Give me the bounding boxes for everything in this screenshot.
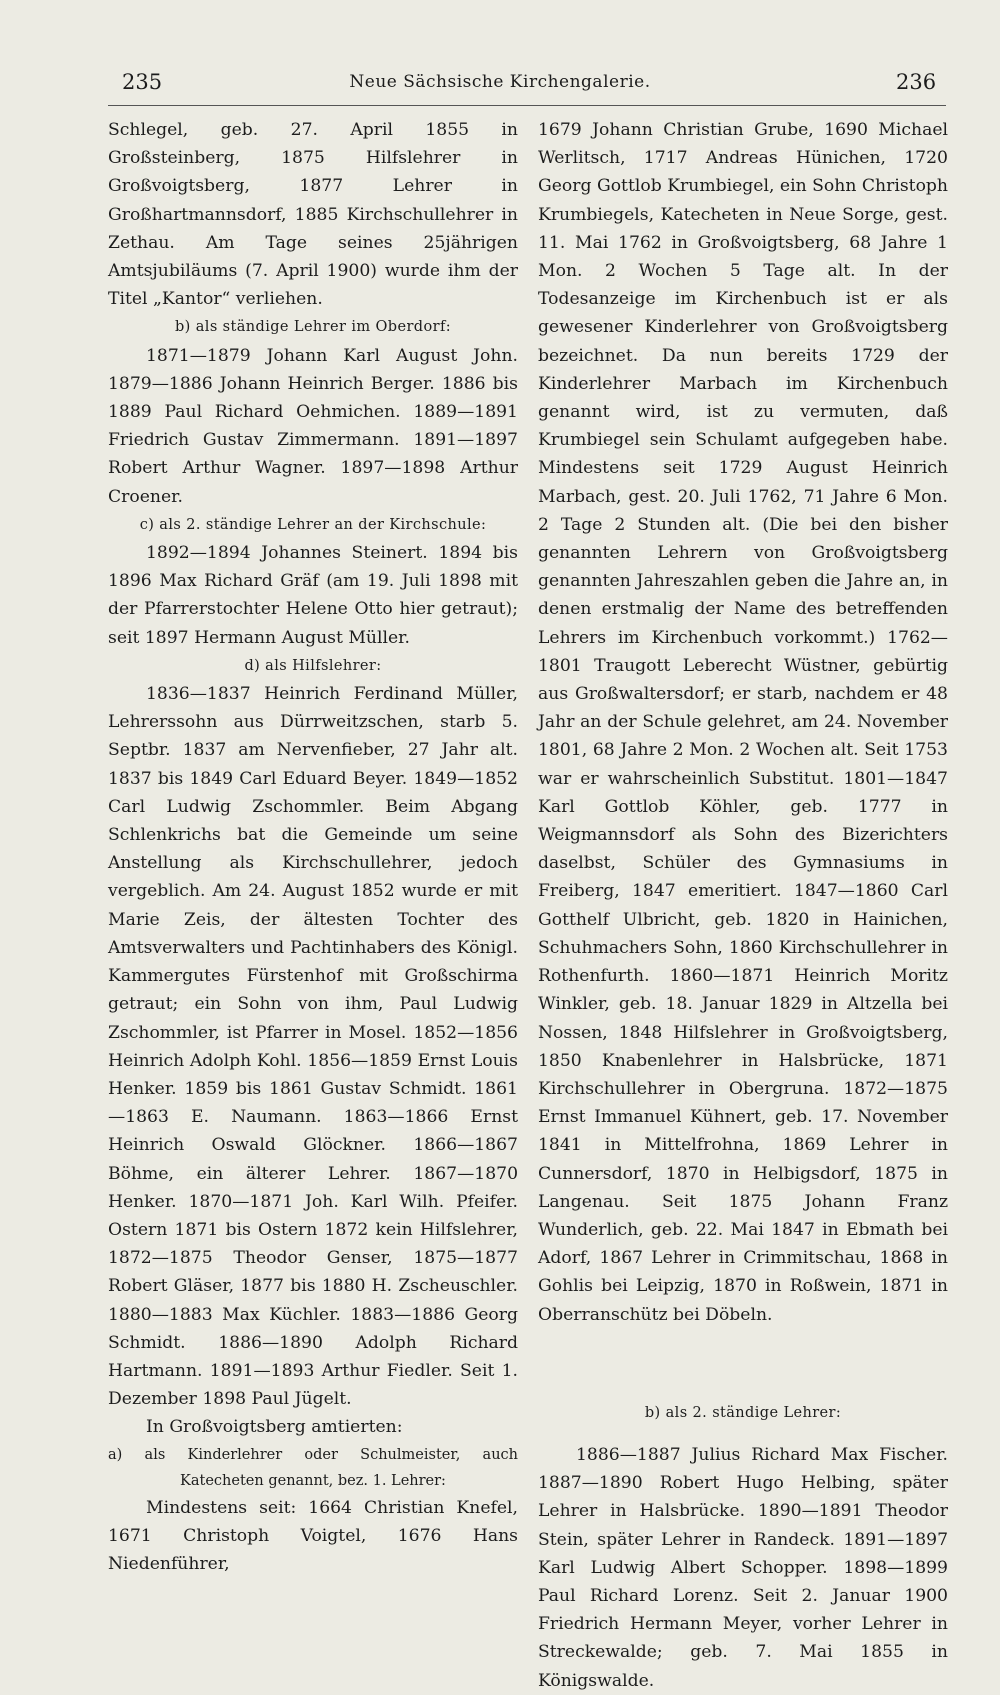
left-paragraph-3: 1892—1894 Johannes Steinert. 1894 bis 1896 Max Richard Gräf (am 19. Juli 1898 mit der Pfarrerstochter Helene Otto hier getraut); seit 1897 Hermann August Müller. xyxy=(108,543,518,648)
right-column xyxy=(538,116,948,1695)
left-column xyxy=(108,116,518,1578)
section-heading-a-kinderlehrer: a) als Kinderlehrer oder Schulmeister, auch Katecheten genannt, bez. 1. Lehrer: xyxy=(108,1446,518,1489)
section-heading-c-kirchschule: c) als 2. ständige Lehrer an der Kirchschule: xyxy=(139,516,487,533)
page-number-left: 235 xyxy=(122,70,163,94)
left-paragraph-6: Mindestens seit: 1664 Christian Knefel, 1671 Christoph Voigtel, 1676 Hans Niedenführer, xyxy=(108,1497,518,1574)
section-heading-b-staendige-lehrer: b) als 2. ständige Lehrer: xyxy=(644,1404,842,1421)
left-paragraph-5: In Großvoigtsberg amtierten: xyxy=(146,1417,403,1438)
right-paragraph-2: 1886—1887 Julius Richard Max Fischer. 1887—1890 Robert Hugo Helbing, später Lehrer in Halsbrücke. 1890—1891 Theodor Stein, später Lehrer in Randeck. 1891—1897 Karl Ludwig Albert Schopper. 1898—1899 Paul Richard Lorenz. Seit 2. Januar 1900 Friedrich Hermann Meyer, vorher Lehrer in Streckewalde; geb. 7. Mai 1855 in Königswalde. xyxy=(538,1444,948,1691)
page-number-right: 236 xyxy=(896,70,937,94)
left-paragraph-4: 1836—1837 Heinrich Ferdinand Müller, Lehrerssohn aus Dürrweitzschen, starb 5. Septbr. 1837 am Nervenfieber, 27 Jahr alt. 1837 bis 1849 Carl Eduard Beyer. 1849—1852 Carl Ludwig Zschommler. Beim Abgang Schlenkrichs bat die Gemeinde um seine Anstellung als Kirchschullehrer, jedoch vergeblich. Am 24. August 1852 wurde er mit Marie Zeis, der ältesten Tochter des Amtsverwalters und Pachtinhabers des Königl. Kammergutes Fürstenhof mit Großschirma getraut; ein Sohn von ihm, Paul Ludwig Zschommler, ist Pfarrer in Mosel. 1852—1856 Heinrich Adolph Kohl. 1856—1859 Ernst Louis Henker. 1859 bis 1861 Gustav Schmidt. 1861—1863 E. Naumann. 1863—1866 Ernst Heinrich Oswald Glöckner. 1866—1867 Böhme, ein älterer Lehrer. 1867—1870 Henker. 1870—1871 Joh. Karl Wilh. Pfeifer. Ostern 1871 bis Ostern 1872 kein Hilfslehrer, 1872—1875 Theodor Genser, 1875—1877 Robert Gläser, 1877 bis 1880 H. Zscheuschler. 1880—1883 Max Küchler. 1883—1886 Georg Schmidt. 1886—1890 Adolph Richard Hartmann. 1891—1893 Arthur Fiedler. Seit 1. Dezember 1898 Paul Jügelt. xyxy=(108,684,518,1410)
running-title: Neue Sächsische Kirchengalerie. xyxy=(349,72,651,92)
left-paragraph-1: Schlegel, geb. 27. April 1855 in Großsteinberg, 1875 Hilfslehrer in Großvoigtsberg, 1877 Lehrer in Großhartmannsdorf, 1885 Kirchschullehrer in Zethau. Am Tage seines 25jährigen Amtsjubiläums (7. April 1900) wurde ihm der Titel „Kantor“ verliehen. xyxy=(108,120,518,310)
left-paragraph-2: 1871—1879 Johann Karl August John. 1879—1886 Johann Heinrich Berger. 1886 bis 1889 Paul Richard Oehmichen. 1889—1891 Friedrich Gustav Zimmermann. 1891—1897 Robert Arthur Wagner. 1897—1898 Arthur Croener. xyxy=(108,345,518,507)
right-paragraph-1: 1679 Johann Christian Grube, 1690 Michael Werlitsch, 1717 Andreas Hünichen, 1720 Georg Gottlob Krumbiegel, ein Sohn Christoph Krumbiegels, Katecheten in Neue Sorge, gest. 11. Mai 1762 in Großvoigtsberg, 68 Jahre 1 Mon. 2 Wochen 5 Tage alt. In der Todesanzeige im Kirchenbuch ist er als gewesener Kinderlehrer von Großvoigtsberg bezeichnet. Da nun bereits 1729 der Kinderlehrer Marbach im Kirchenbuch genannt wird, ist zu vermuten, daß Krumbiegel sein Schulamt aufgegeben habe. Mindestens seit 1729 August Heinrich Marbach, gest. 20. Juli 1762, 71 Jahre 6 Mon. 2 Tage 2 Stunden alt. (Die bei den bisher genannten Lehrern von Großvoigtsberg genannten Jahreszahlen geben die Jahre an, in denen erstmalig der Name des betreffenden Lehrers im Kirchenbuch vorkommt.) 1762—1801 Traugott Leberecht Wüstner, gebürtig aus Großwaltersdorf; er starb, nachdem er 48 Jahr an der Schule gelehret, am 24. November 1801, 68 Jahre 2 Mon. 2 Wochen alt. Seit 1753 war er wahrscheinlich Substitut. 1801—1847 Karl Gottlob Köhler, geb. 1777 in Weigmannsdorf als Sohn des Bizerichters daselbst, Schüler des Gymnasiums in Freiberg, 1847 emeritiert. 1847—1860 Carl Gotthelf Ulbricht, geb. 1820 in Hainichen, Schuhmachers Sohn, 1860 Kirchschullehrer in Rothenfurth. 1860—1871 Heinrich Moritz Winkler, geb. 18. Januar 1829 in Altzella bei Nossen, 1848 Hilfslehrer in Großvoigtsberg, 1850 Knabenlehrer in Halsbrücke, 1871 Kirchschullehrer in Obergruna. 1872—1875 Ernst Immanuel Kühnert, geb. 17. November 1841 in Mittelfrohna, 1869 Lehrer in Cunnersdorf, 1870 in Helbigsdorf, 1875 in Langenau. Seit 1875 Johann Franz Wunderlich, geb. 22. Mai 1847 in Ebmath bei Adorf, 1867 Lehrer in Crimmitschau, 1868 in Gohlis bei Leipzig, 1870 in Roßwein, 1871 in Oberranschütz bei Döbeln. xyxy=(538,120,948,1325)
spacer xyxy=(538,1329,948,1399)
section-heading-b-oberdorf: b) als ständige Lehrer im Oberdorf: xyxy=(175,319,451,336)
section-heading-d-hilfslehrer: d) als Hilfslehrer: xyxy=(244,657,382,674)
header-rule xyxy=(108,105,946,106)
